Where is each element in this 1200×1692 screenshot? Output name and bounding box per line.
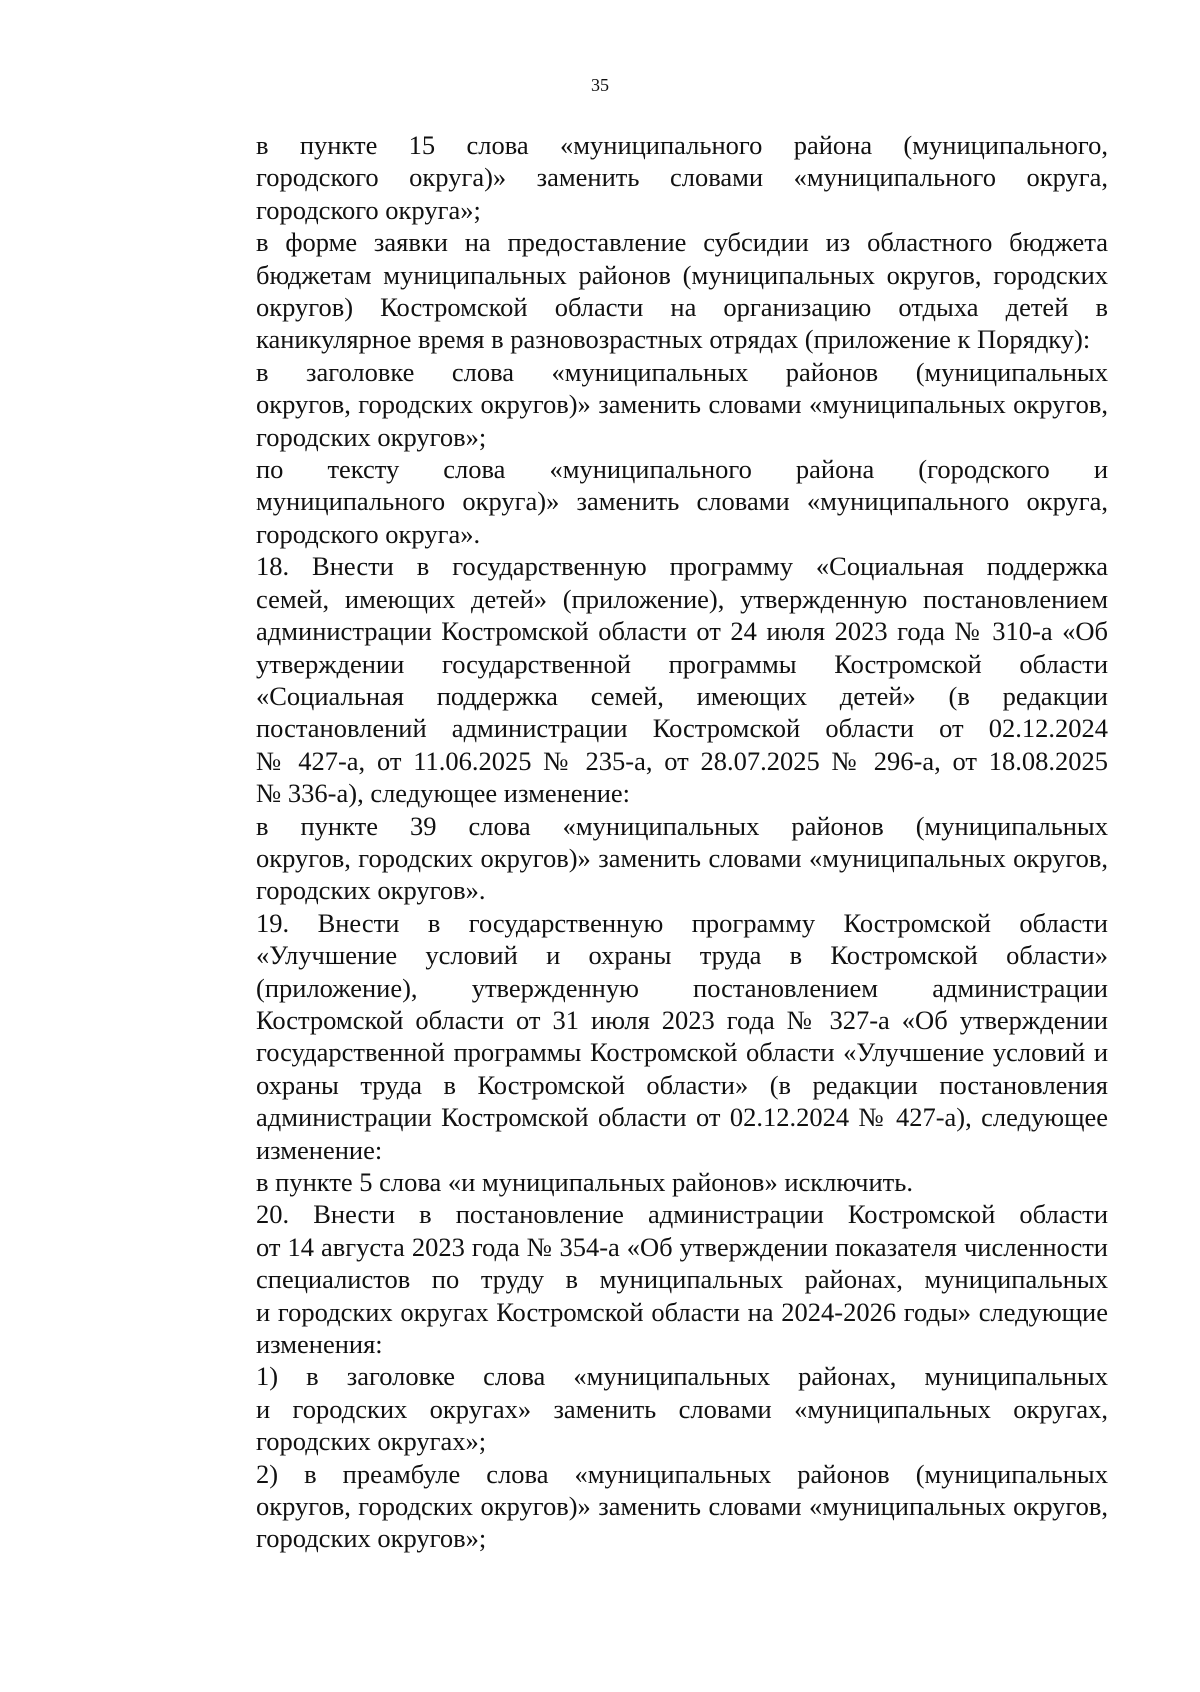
text-line: городских округов»;	[256, 421, 487, 452]
text-line: и городских округах Костромской области на 2024-2026 годы» следующие	[256, 1296, 1108, 1327]
text-line: 18. Внести в государственную программу «Социальная поддержка	[256, 551, 1108, 582]
text-line: городских округов»;	[256, 1523, 487, 1554]
text-line: 20. Внести в постановление администрации Костромской области	[256, 1199, 1108, 1230]
text-line: в заголовке слова «муниципальных районов (муниципальных	[256, 356, 1108, 387]
text-line: от 14 августа 2023 года № 354-а «Об утверждении показателя численности	[256, 1231, 1108, 1262]
paragraph-item39-replacement	[185, 810, 1108, 907]
paragraph-item-20	[185, 1198, 1108, 1360]
paragraph-item15-replacement	[185, 129, 1108, 226]
page-number: 35	[591, 75, 609, 95]
text-line: изменения:	[256, 1329, 383, 1360]
text-line: постановлений администрации Костромской области от 02.12.2024	[256, 713, 1108, 744]
text-line: администрации Костромской области от 24 июля 2023 года № 310-а «Об	[256, 616, 1108, 647]
document-body	[185, 129, 1108, 1555]
text-line: городских округах»;	[256, 1426, 487, 1457]
text-line: 1) в заголовке слова «муниципальных районах, муниципальных	[256, 1361, 1108, 1392]
paragraph-subitem-1	[185, 1360, 1108, 1457]
text-line: по тексту слова «муниципального района (городского и	[256, 454, 1108, 485]
text-line: 2) в преамбуле слова «муниципальных районов (муниципальных	[256, 1458, 1108, 1489]
text-line: в пункте 15 слова «муниципального района (муниципального,	[256, 130, 1108, 160]
paragraph-item-18	[185, 550, 1108, 809]
text-line: округов, городских округов)» заменить словами «муниципальных округов,	[256, 1491, 1108, 1522]
paragraph-item-19	[185, 907, 1108, 1166]
text-line: (приложение), утвержденную постановлением администрации	[256, 972, 1108, 1003]
paragraph-subitem-2	[185, 1458, 1108, 1555]
text-line: «Улучшение условий и охраны труда в Костромской области»	[256, 940, 1108, 971]
text-line: 19. Внести в государственную программу Костромской области	[256, 907, 1108, 938]
text-line: № 336-а), следующее изменение:	[256, 778, 631, 809]
text-line: бюджетам муниципальных районов (муниципальных округов, городских	[256, 259, 1108, 290]
text-line: городского округа)» заменить словами «муниципального округа,	[256, 162, 1108, 193]
text-line: в пункте 39 слова «муниципальных районов (муниципальных	[256, 810, 1108, 841]
text-line: специалистов по труду в муниципальных районах, муниципальных	[256, 1264, 1108, 1295]
text-line: округов, городских округов)» заменить словами «муниципальных округов,	[256, 389, 1108, 420]
paragraph-application-form	[185, 226, 1108, 356]
text-line: округов) Костромской области на организацию отдыха детей в	[256, 292, 1108, 323]
text-line: городского округа»;	[256, 194, 481, 225]
text-line: утверждении государственной программы Костромской области	[256, 648, 1108, 679]
paragraph-heading-replacement	[185, 356, 1108, 453]
text-line: округов, городских округов)» заменить словами «муниципальных округов,	[256, 842, 1108, 873]
text-line: Костромской области от 31 июля 2023 года № 327-а «Об утверждении	[256, 1004, 1108, 1035]
text-line: изменение:	[256, 1134, 383, 1165]
text-line: семей, имеющих детей» (приложение), утвержденную постановлением	[256, 583, 1108, 614]
text-line: городских округов».	[256, 875, 486, 906]
text-line: «Социальная поддержка семей, имеющих детей» (в редакции	[256, 680, 1108, 711]
text-line: и городских округах» заменить словами «муниципальных округах,	[256, 1393, 1108, 1424]
text-line: муниципального округа)» заменить словами «муниципального округа,	[256, 486, 1108, 517]
paragraph-text-replacement	[185, 453, 1108, 550]
text-line: городского округа».	[256, 518, 481, 549]
text-line: охраны труда в Костромской области» (в редакции постановления	[256, 1069, 1108, 1100]
text-line: каникулярное время в разновозрастных отрядах (приложение к Порядку):	[256, 324, 1091, 355]
text-line: администрации Костромской области от 02.12.2024 № 427-а), следующее	[256, 1102, 1108, 1133]
text-line: государственной программы Костромской области «Улучшение условий и	[256, 1037, 1108, 1068]
text-line: в форме заявки на предоставление субсидии из областного бюджета	[256, 227, 1108, 258]
text-line: № 427-а, от 11.06.2025 № 235-а, от 28.07.2025 № 296-а, от 18.08.2025	[256, 745, 1108, 776]
text-line: в пункте 5 слова «и муниципальных районов» исключить.	[256, 1167, 913, 1197]
paragraph-item5-exclusion	[185, 1166, 1108, 1198]
